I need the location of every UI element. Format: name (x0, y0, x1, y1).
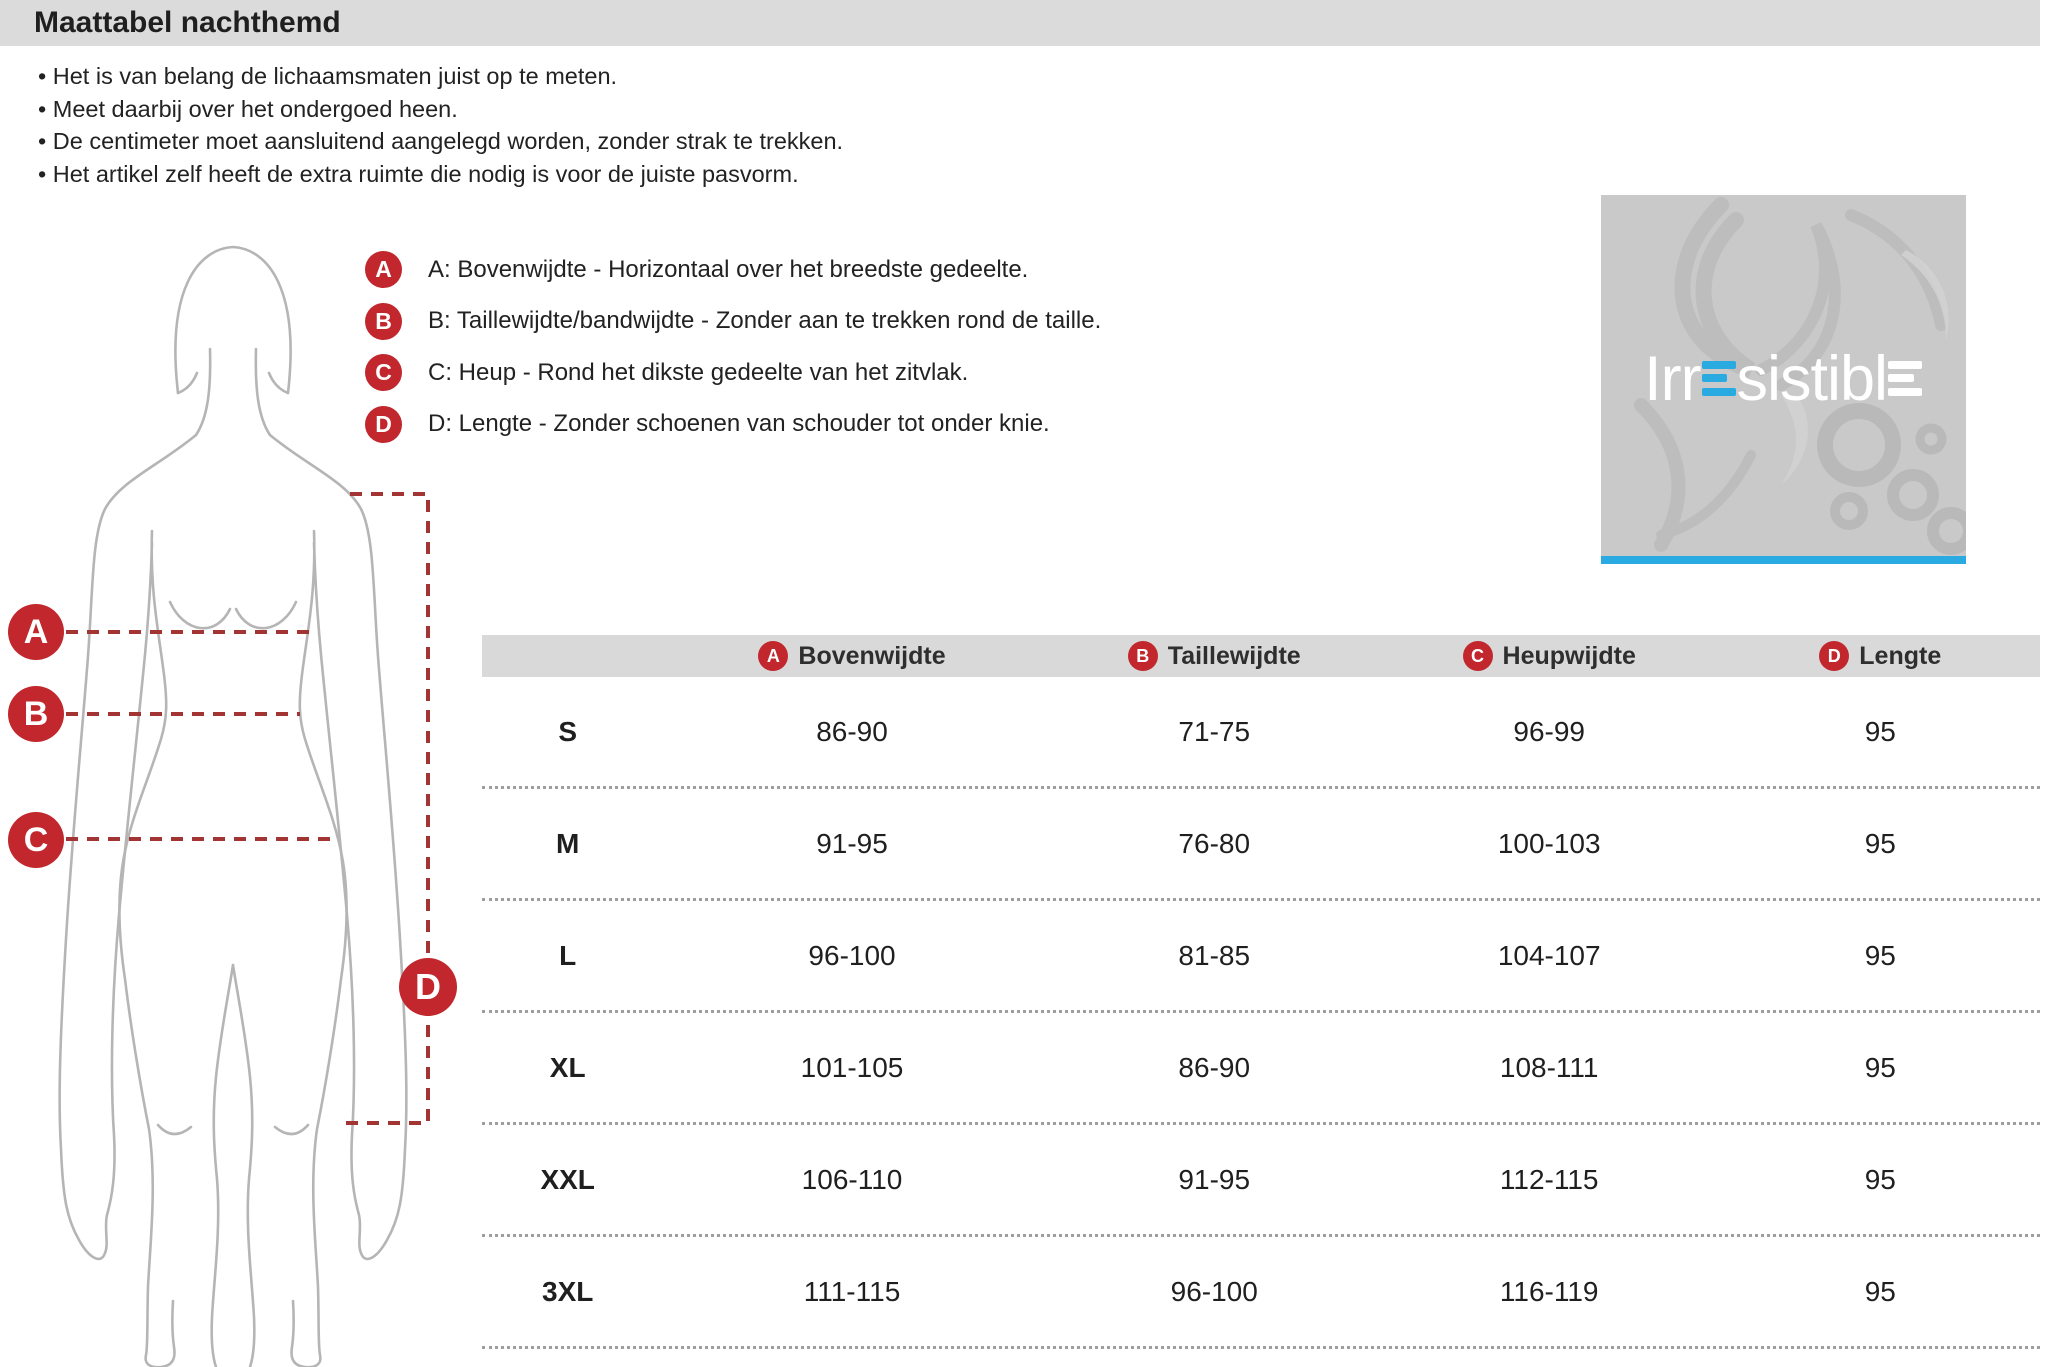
value-cell: 112-115 (1499, 1163, 1599, 1195)
value-cell: 106-110 (801, 1163, 903, 1195)
table-body (482, 677, 2040, 1349)
column-marker-icon: C (1463, 641, 1493, 671)
legend-item (365, 244, 1101, 296)
size-label-cell: L (559, 939, 577, 971)
logo-tile (1601, 195, 1966, 556)
column-marker-icon: A (758, 641, 788, 671)
column-header (1378, 641, 1721, 671)
value-cell: 95 (1864, 1275, 1896, 1307)
marker-c-icon: C (8, 812, 64, 868)
instruction-item: • Meet daarbij over het ondergoed heen. (38, 93, 843, 126)
value-cell: 81-85 (1178, 939, 1251, 971)
value-cell: 76-80 (1178, 827, 1251, 859)
size-label-cell: S (558, 715, 578, 747)
size-label-cell: 3XL (542, 1275, 594, 1307)
value-cell: 71-75 (1178, 715, 1251, 747)
value-cell: 95 (1864, 827, 1896, 859)
value-cell: 86-90 (1178, 1051, 1251, 1083)
page-title: Maattabel nachthemd (34, 6, 341, 39)
logo-wordmark (1601, 195, 1966, 556)
table-row (482, 1013, 2040, 1125)
legend-marker-icon: A (365, 251, 402, 288)
table-header-row (482, 635, 2040, 677)
marker-b-icon: B (8, 686, 64, 742)
value-cell: 95 (1864, 1051, 1896, 1083)
instruction-item: • Het is van belang de lichaamsmaten juist op te meten. (38, 60, 843, 93)
size-label-cell: XXL (540, 1163, 595, 1195)
table-row (482, 789, 2040, 901)
value-cell: 95 (1864, 1163, 1896, 1195)
measurement-legend (365, 244, 1101, 450)
title-bar (0, 0, 2040, 46)
logo-underline-bar (1601, 556, 1966, 564)
legend-text: D: Lengte - Zonder schoenen van schouder tot onder knie. (428, 410, 1050, 438)
column-header (1051, 641, 1378, 671)
column-marker-icon: D (1819, 641, 1849, 671)
legend-item (365, 296, 1101, 348)
legend-text: A: Bovenwijdte - Horizontaal over het breedste gedeelte. (428, 255, 1029, 283)
value-cell: 95 (1864, 715, 1896, 747)
value-cell: 91-95 (816, 827, 888, 859)
instruction-item: • De centimeter moet aansluitend aangelegd worden, zonder strak te trekken. (38, 125, 843, 158)
table-row (482, 677, 2040, 789)
value-cell: 96-100 (1170, 1275, 1258, 1307)
size-label-cell: M (556, 827, 580, 859)
table-row (482, 901, 2040, 1013)
value-cell: 96-100 (808, 939, 896, 971)
column-label: Bovenwijdte (798, 641, 946, 670)
value-cell: 95 (1864, 939, 1896, 971)
legend-marker-icon: B (365, 303, 402, 340)
length-measure-line (344, 494, 428, 1123)
column-marker-icon: B (1128, 641, 1158, 671)
value-cell: 116-119 (1499, 1275, 1599, 1307)
column-label: Heupwijdte (1502, 641, 1636, 670)
instruction-list (38, 60, 843, 190)
legend-marker-icon: D (365, 406, 402, 443)
legend-text: C: Heup - Rond het dikste gedeelte van het zitvlak. (428, 358, 969, 386)
logo-epsilon-icon (1702, 361, 1736, 397)
legend-marker-icon: C (365, 354, 402, 391)
logo-text-start: Irr (1644, 343, 1701, 414)
table-row (482, 1125, 2040, 1237)
value-cell: 101-105 (800, 1051, 904, 1083)
value-cell: 86-90 (816, 715, 888, 747)
legend-item (365, 399, 1101, 451)
brand-logo (1601, 195, 1966, 564)
legend-item (365, 347, 1101, 399)
table-row (482, 1237, 2040, 1349)
value-cell: 104-107 (1497, 939, 1601, 971)
value-cell: 96-99 (1513, 715, 1586, 747)
logo-text-mid: sistibl (1736, 343, 1887, 414)
value-cell: 91-95 (1178, 1163, 1251, 1195)
size-label-cell: XL (549, 1051, 586, 1083)
value-cell: 108-111 (1499, 1051, 1599, 1083)
column-header (1721, 641, 2040, 671)
instruction-item: • Het artikel zelf heeft de extra ruimte die nodig is voor de juiste pasvorm. (38, 158, 843, 191)
column-header (653, 641, 1050, 671)
size-table (482, 635, 2040, 1349)
logo-epsilon-icon (1888, 361, 1922, 397)
marker-d-icon: D (399, 958, 457, 1016)
column-label: Lengte (1859, 641, 1942, 670)
legend-text: B: Taillewijdte/bandwijdte - Zonder aan te trekken rond de taille. (428, 307, 1102, 335)
value-cell: 100-103 (1497, 827, 1601, 859)
marker-a-icon: A (8, 604, 64, 660)
column-label: Taillewijdte (1167, 641, 1301, 670)
value-cell: 111-115 (803, 1275, 901, 1307)
